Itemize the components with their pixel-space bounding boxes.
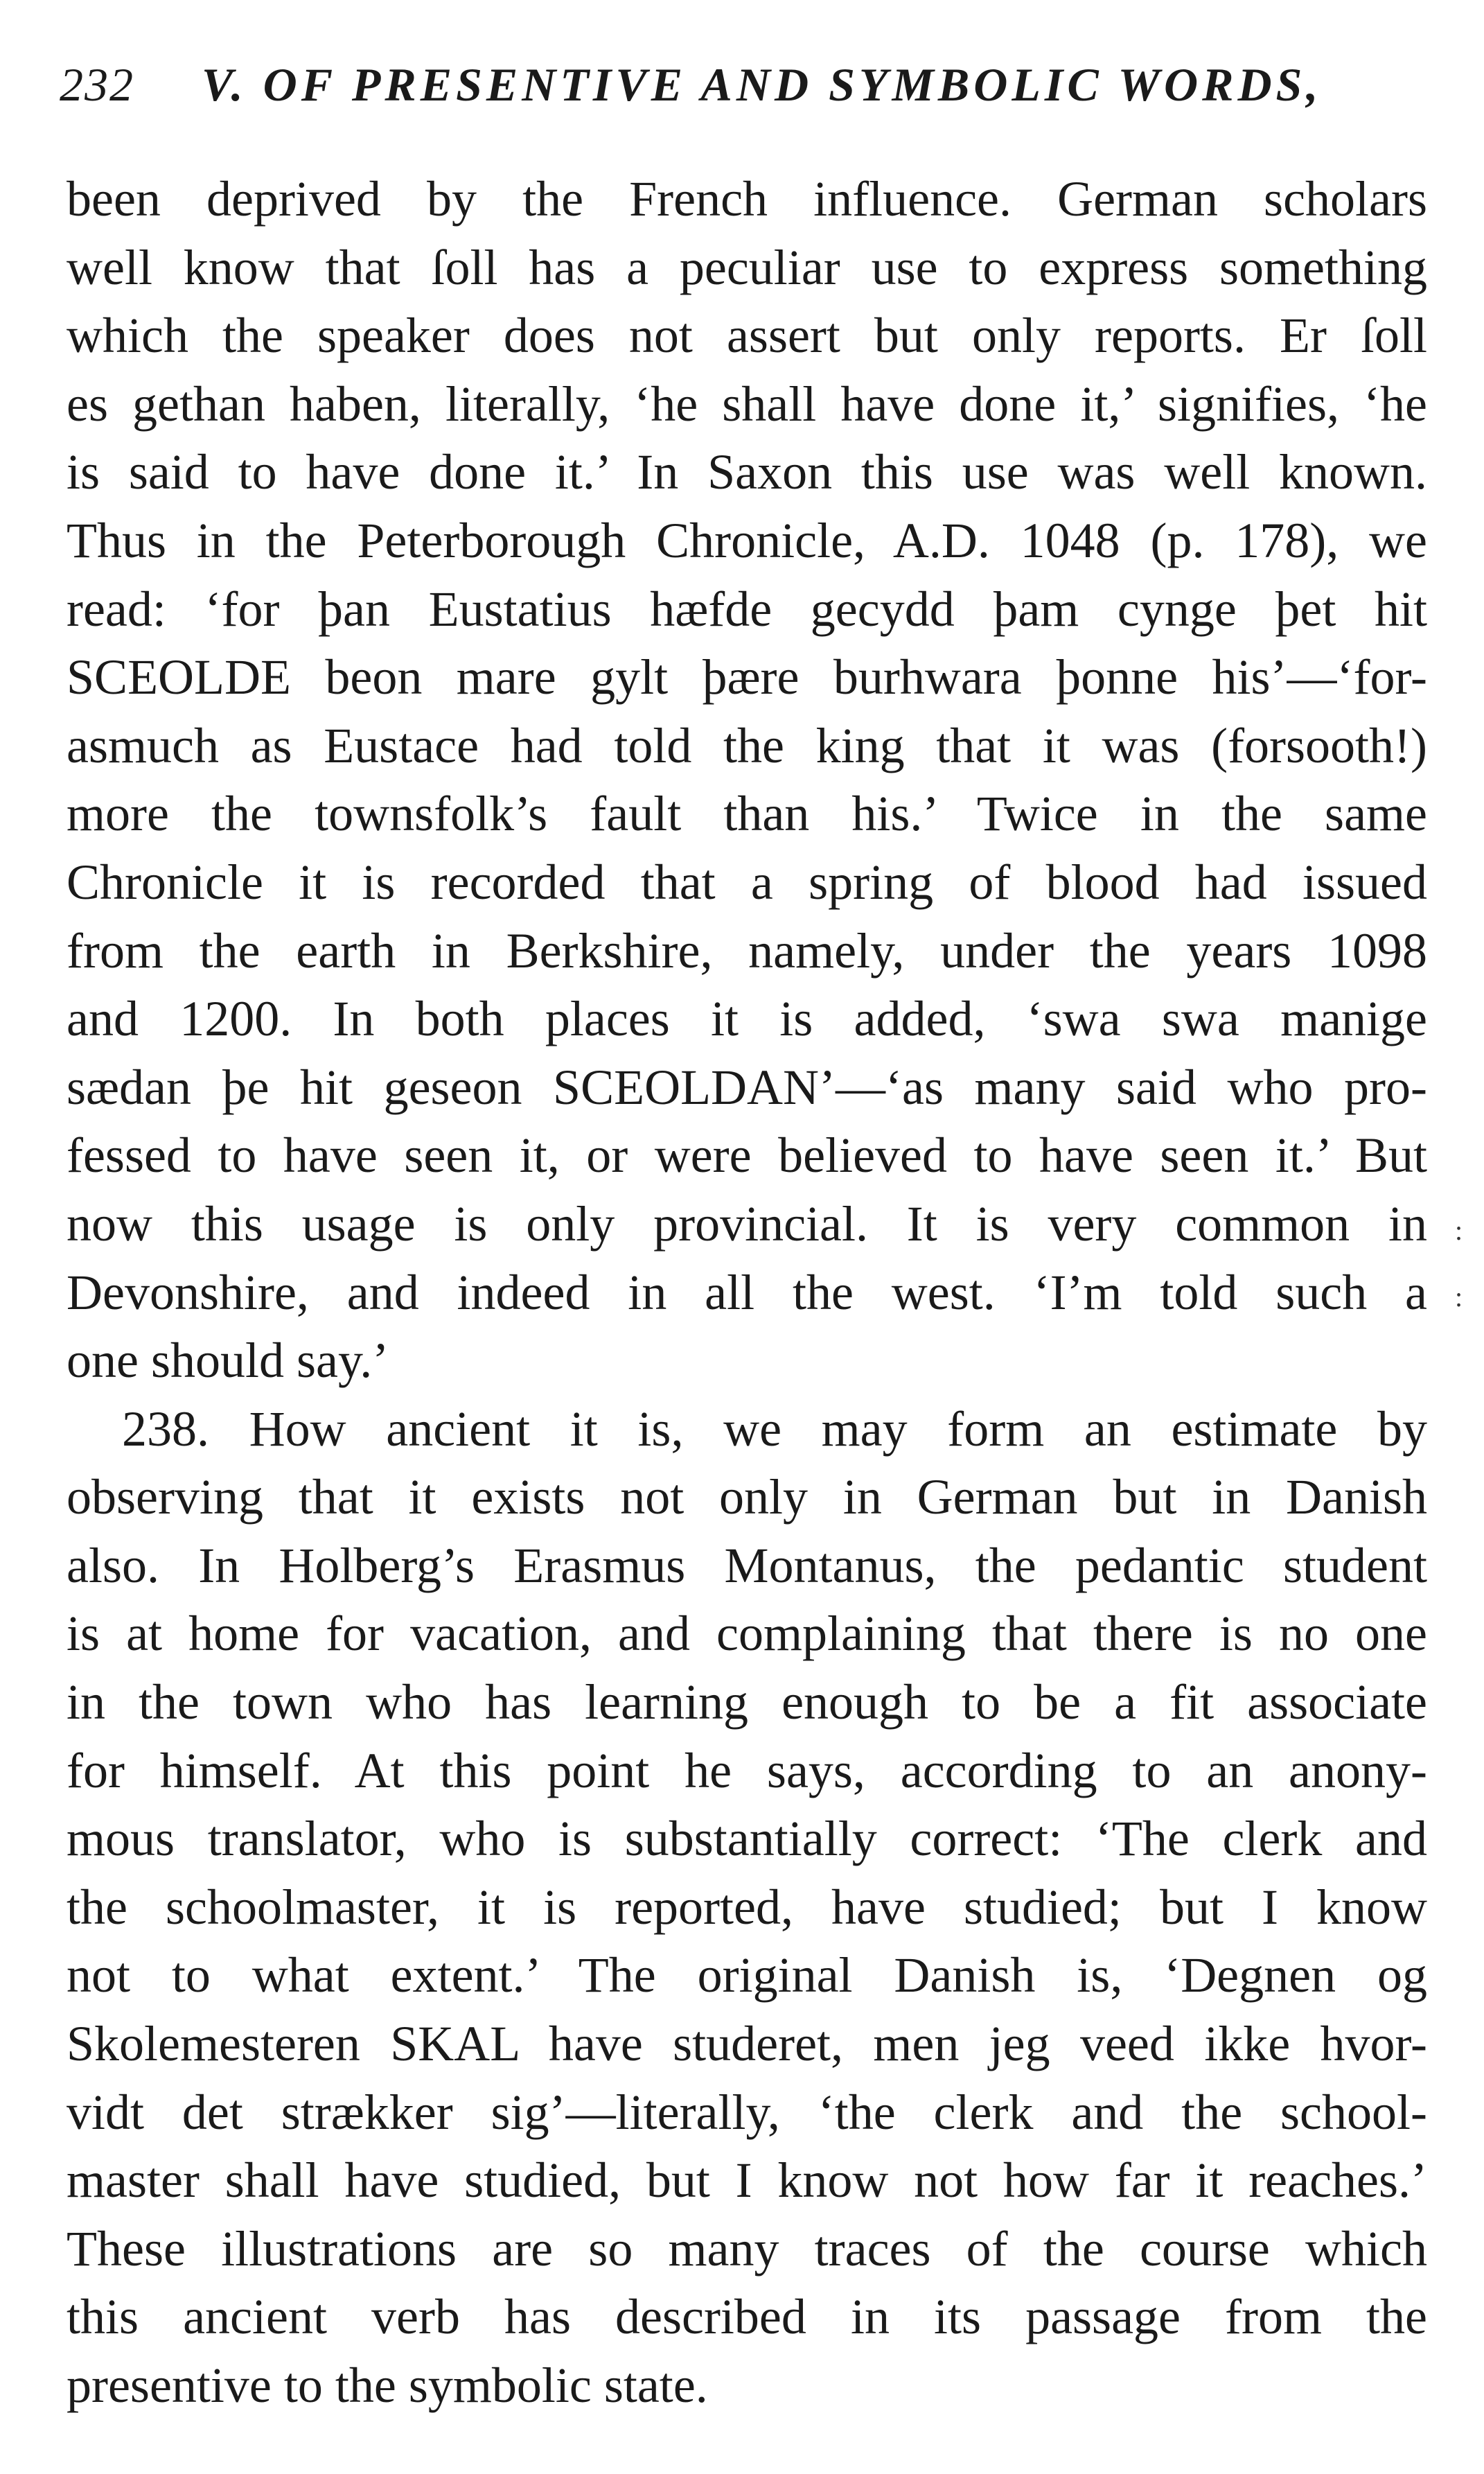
text-line: observing that it exists not only in German but in Danish: [67, 1469, 1427, 1525]
running-header: [60, 57, 1376, 112]
margin-mark: :: [1455, 1215, 1463, 1246]
text-line: well know that ſoll has a peculiar use to express something: [67, 239, 1427, 295]
text-line: SCEOLDE beon mare gylt þære burhwara þonne his’—‘for-: [67, 649, 1427, 705]
text-line: These illustrations are so many traces of the course which: [67, 2220, 1427, 2276]
text-line: es gethan haben, literally, ‘he shall have done it,’ signifies, ‘he: [67, 376, 1427, 432]
text-line: which the speaker does not assert but only reports. Er ſoll: [67, 308, 1427, 364]
text-line: one should say.’: [67, 1333, 389, 1389]
text-line: not to what extent.’ The original Danish is, ‘Degnen og: [67, 1947, 1427, 2003]
text-line: Skolemesteren SKAL have studeret, men jeg veed ikke hvor-: [67, 2016, 1427, 2072]
text-line: master shall have studied, but I know not how far it reaches.’: [67, 2152, 1427, 2209]
paragraph-1: [67, 165, 1427, 1395]
text-line: sædan þe hit geseon SCEOLDAN’—‘as many said who pro-: [67, 1059, 1427, 1115]
text-line: presentive to the symbolic state.: [67, 2358, 708, 2413]
text-line: from the earth in Berkshire, namely, under the years 1098: [67, 922, 1427, 979]
text-line: read: ‘for þan Eustatius hæfde gecydd þam cynge þet hit: [67, 581, 1427, 637]
text-line: 238. How ancient it is, we may form an estimate by: [122, 1401, 1427, 1457]
page-number: 232: [60, 58, 134, 111]
text-line: asmuch as Eustace had told the king that it was (forsooth!): [67, 717, 1427, 773]
text-line: Thus in the Peterborough Chronicle, A.D. 1048 (p. 178), we: [67, 512, 1427, 568]
text-line: for himself. At this point he says, according to an anony-: [67, 1742, 1427, 1798]
body-text: [67, 165, 1427, 2420]
text-line: now this usage is only provincial. It is very common in: [67, 1195, 1427, 1252]
text-line: this ancient verb has described in its passage from the: [67, 2289, 1427, 2345]
text-line: is said to have done it.’ In Saxon this use was well known.: [67, 444, 1427, 500]
text-line: mous translator, who is substantially correct: ‘The clerk and: [67, 1811, 1427, 1867]
margin-mark: :: [1455, 1281, 1463, 1313]
running-title: V. OF PRESENTIVE AND SYMBOLIC WORDS,: [202, 58, 1323, 111]
text-line: Devonshire, and indeed in all the west. ‘I’m told such a: [67, 1264, 1427, 1320]
text-line: is at home for vacation, and complaining that there is no one: [67, 1606, 1427, 1662]
text-line: more the townsfolk’s fault than his.’ Twice in the same: [67, 786, 1427, 842]
text-line: been deprived by the French influence. German scholars: [67, 171, 1427, 227]
text-line: and 1200. In both places it is added, ‘swa swa manige: [67, 991, 1427, 1047]
text-line: in the town who has learning enough to be a fit associate: [67, 1674, 1427, 1730]
text-line: also. In Holberg’s Erasmus Montanus, the pedantic student: [67, 1537, 1427, 1593]
text-line: fessed to have seen it, or were believed to have seen it.’ But: [67, 1128, 1427, 1184]
text-line: Chronicle it is recorded that a spring of blood had issued: [67, 854, 1427, 910]
paragraph-2: [67, 1395, 1427, 2420]
text-line: the schoolmaster, it is reported, have studied; but I know: [67, 1879, 1427, 1935]
text-line: vidt det strækker sig’—literally, ‘the clerk and the school-: [67, 2084, 1427, 2140]
